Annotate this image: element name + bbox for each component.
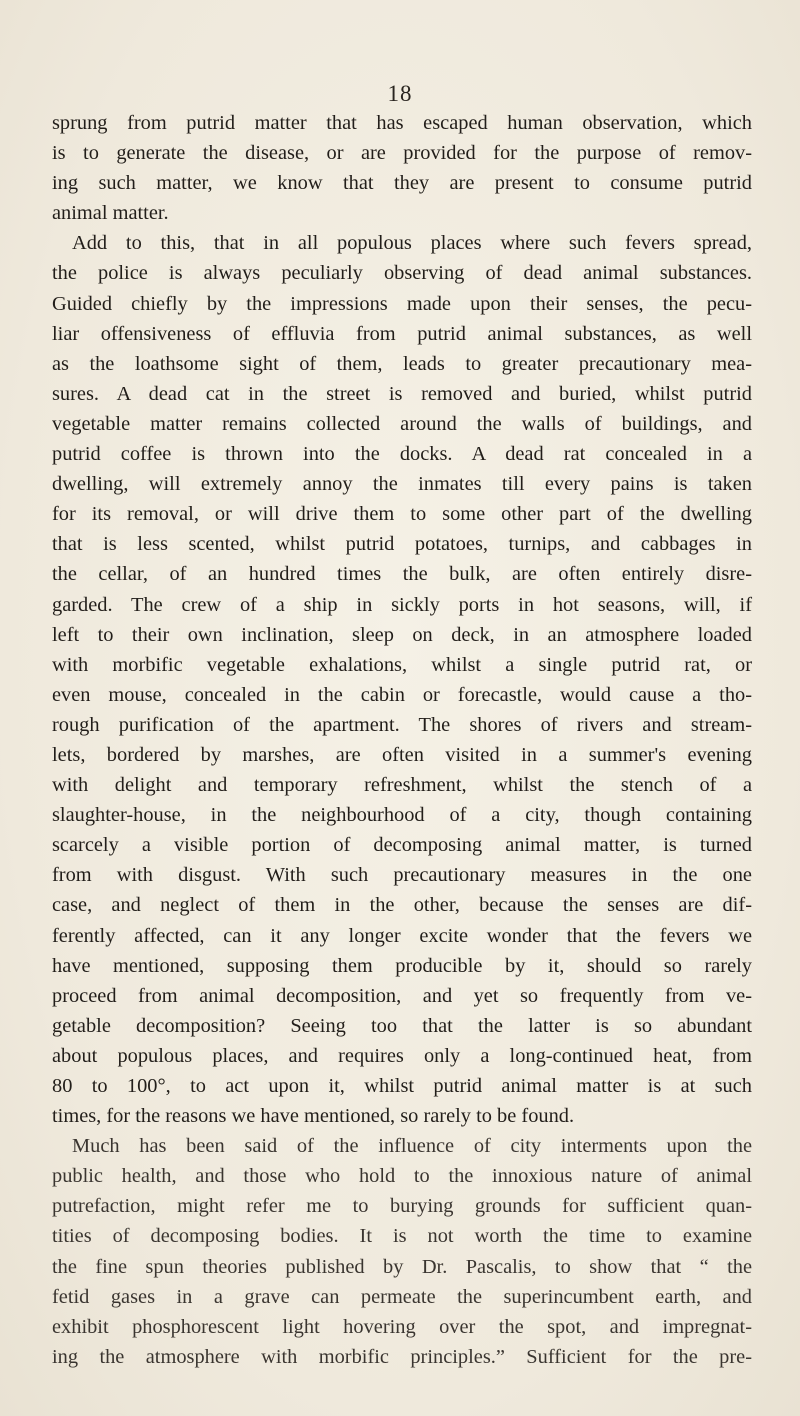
- text-line: tities of decomposing bodies. It is not worth the time to examine: [52, 1225, 752, 1248]
- text-line: even mouse, concealed in the cabin or forecastle, would cause a tho-: [52, 683, 752, 706]
- text-line: from with disgust. With such precautionary measures in the one: [52, 864, 752, 887]
- text-line: fetid gases in a grave can permeate the superincumbent earth, and: [52, 1285, 752, 1308]
- text-line: sprung from putrid matter that has escaped human observation, which: [52, 112, 752, 134]
- text-line: have mentioned, supposing them producible by it, should so rarely: [52, 954, 752, 977]
- text-line: Guided chiefly by the impressions made upon their senses, the pecu-: [52, 292, 752, 315]
- text-line: lets, bordered by marshes, are often visited in a summer's evening: [52, 743, 752, 766]
- text-line: rough purification of the apartment. The shores of rivers and stream-: [52, 713, 752, 736]
- text-line: left to their own inclination, sleep on deck, in an atmosphere loaded: [52, 623, 752, 646]
- text-line: animal matter.: [52, 202, 169, 225]
- text-line: getable decomposition? Seeing too that the latter is so abundant: [52, 1014, 752, 1037]
- text-line: liar offensiveness of effluvia from putrid animal substances, as well: [52, 322, 752, 345]
- body-text: [52, 108, 752, 1372]
- text-line: scarcely a visible portion of decomposing animal matter, is turned: [52, 834, 752, 857]
- text-line: the fine spun theories published by Dr. Pascalis, to show that “ the: [52, 1255, 752, 1278]
- text-line: Add to this, that in all populous places where such fevers spread,: [72, 232, 752, 255]
- text-line: is to generate the disease, or are provided for the purpose of remov-: [52, 142, 752, 165]
- text-line: proceed from animal decomposition, and yet so frequently from ve-: [52, 984, 752, 1007]
- text-line: with delight and temporary refreshment, whilst the stench of a: [52, 774, 752, 797]
- text-line: ing the atmosphere with morbific principles.” Sufficient for the pre-: [52, 1345, 752, 1368]
- page-number: 18: [387, 81, 413, 106]
- text-line: putrid coffee is thrown into the docks. A dead rat concealed in a: [52, 443, 752, 466]
- text-line: 80 to 100°, to act upon it, whilst putrid animal matter is at such: [52, 1075, 752, 1097]
- text-line: public health, and those who hold to the innoxious nature of animal: [52, 1165, 752, 1188]
- text-line: for its removal, or will drive them to some other part of the dwelling: [52, 503, 752, 526]
- text-line: as the loathsome sight of them, leads to greater precautionary mea-: [52, 352, 752, 375]
- text-line: with morbific vegetable exhalations, whilst a single putrid rat, or: [52, 653, 752, 676]
- text-line: that is less scented, whilst putrid potatoes, turnips, and cabbages in: [52, 533, 752, 556]
- text-line: vegetable matter remains collected around the walls of buildings, and: [52, 412, 752, 435]
- text-line: exhibit phosphorescent light hovering over the spot, and impregnat-: [52, 1315, 752, 1338]
- text-line: sures. A dead cat in the street is removed and buried, whilst putrid: [52, 382, 752, 405]
- text-line: the cellar, of an hundred times the bulk, are often entirely disre-: [52, 563, 752, 586]
- text-line: ing such matter, we know that they are present to consume putrid: [52, 172, 752, 195]
- text-line: putrefaction, might refer me to burying grounds for sufficient quan-: [52, 1195, 752, 1218]
- text-line: Much has been said of the influence of city interments upon the: [72, 1135, 752, 1158]
- text-line: about populous places, and requires only a long-continued heat, from: [52, 1044, 752, 1067]
- text-line: dwelling, will extremely annoy the inmates till every pains is taken: [52, 473, 752, 496]
- text-line: garded. The crew of a ship in sickly ports in hot seasons, will, if: [52, 593, 752, 616]
- text-line: times, for the reasons we have mentioned, so rarely to be found.: [52, 1105, 575, 1128]
- text-line: case, and neglect of them in the other, because the senses are dif-: [52, 894, 752, 917]
- text-line: slaughter-house, in the neighbourhood of a city, though containing: [52, 804, 752, 827]
- text-line: the police is always peculiarly observing of dead animal substances.: [52, 262, 752, 285]
- text-line: ferently affected, can it any longer excite wonder that the fevers we: [52, 924, 752, 947]
